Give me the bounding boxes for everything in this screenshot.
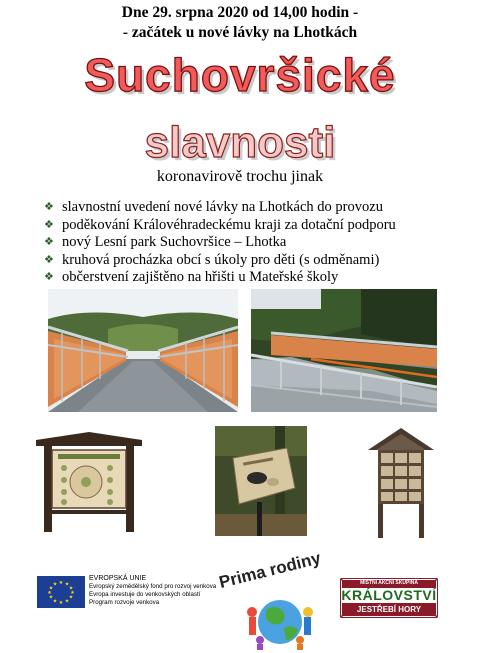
list-item: [44, 234, 396, 252]
svg-text:★: ★: [47, 590, 52, 596]
diamond-bullet-icon: ❖: [44, 201, 54, 213]
diamond-bullet-icon: ❖: [44, 236, 54, 248]
svg-text:★: ★: [64, 598, 70, 605]
prima-rodiny-globe-icon: [240, 590, 320, 650]
poster-title: Suchovršické: [84, 49, 396, 101]
event-start-line: - začátek u nové lávky na Lhotkách: [122, 24, 358, 41]
list-item: [44, 269, 396, 287]
svg-text:★: ★: [68, 594, 74, 601]
mas-top-text: MÍSTNÍ AKČNÍ SKUPINA: [360, 580, 418, 586]
bridge-side-photo: [251, 289, 437, 412]
bridge-front-photo: [48, 289, 238, 412]
eu-logo-text: [89, 575, 216, 607]
svg-text:★: ★: [48, 585, 54, 592]
list-item-text: kruhová procházka obcí s úkoly pro děti (s odměnami): [62, 251, 380, 268]
svg-text:★: ★: [58, 580, 64, 586]
list-item: [44, 252, 396, 270]
insect-hotel-photo: [366, 426, 436, 538]
diamond-bullet-icon: ❖: [44, 271, 54, 283]
poster-title-2: slavnosti: [144, 118, 336, 167]
diamond-bullet-icon: ❖: [44, 218, 54, 231]
diamond-bullet-icon: ❖: [44, 253, 54, 266]
eu-line-3: Program rozvoje venkova: [89, 599, 160, 606]
eu-line-1: Evropský zemědělský fond pro rozvoj venkova: [89, 583, 217, 590]
list-item-text: občerstvení zajištěno na hřišti u Mateřské školy: [62, 269, 339, 285]
eu-heading: EVROPSKÁ UNIE: [89, 575, 147, 582]
prima-rodiny-logo-text: Prima rodiny: [217, 548, 323, 593]
eu-flag-icon: [37, 576, 85, 608]
svg-text:★: ★: [58, 600, 64, 606]
svg-text:★: ★: [70, 590, 75, 596]
nature-sign-photo: [215, 426, 307, 536]
mas-main-text: KRÁLOVSTVÍ: [341, 587, 437, 603]
list-item: [44, 217, 396, 235]
eu-line-2: Evropa investuje do venkovských oblastí: [89, 591, 201, 598]
list-item-text: nový Lesní park Suchovršice – Lhotka: [62, 234, 287, 250]
svg-text:★: ★: [64, 581, 70, 588]
event-date-line: Dne 29. srpna 2020 od 14,00 hodin -: [121, 4, 359, 21]
svg-text:★: ★: [52, 581, 58, 588]
list-item-text: poděkování Královéhradeckému kraji za dotační podporu: [62, 216, 396, 233]
info-board-photo: [34, 430, 144, 534]
poster-subtitle: koronavirově trochu jinak: [156, 168, 324, 185]
program-list: [44, 199, 396, 287]
list-item-text: slavnostní uvedení nové lávky na Lhotkách do provozu: [62, 199, 383, 215]
svg-text:★: ★: [68, 585, 74, 592]
mas-bottom-text: JESTŘEBÍ HORY: [356, 605, 422, 614]
mas-logo: [340, 578, 438, 618]
list-item: [44, 199, 396, 217]
svg-text:★: ★: [48, 594, 54, 601]
svg-text:★: ★: [52, 598, 58, 605]
